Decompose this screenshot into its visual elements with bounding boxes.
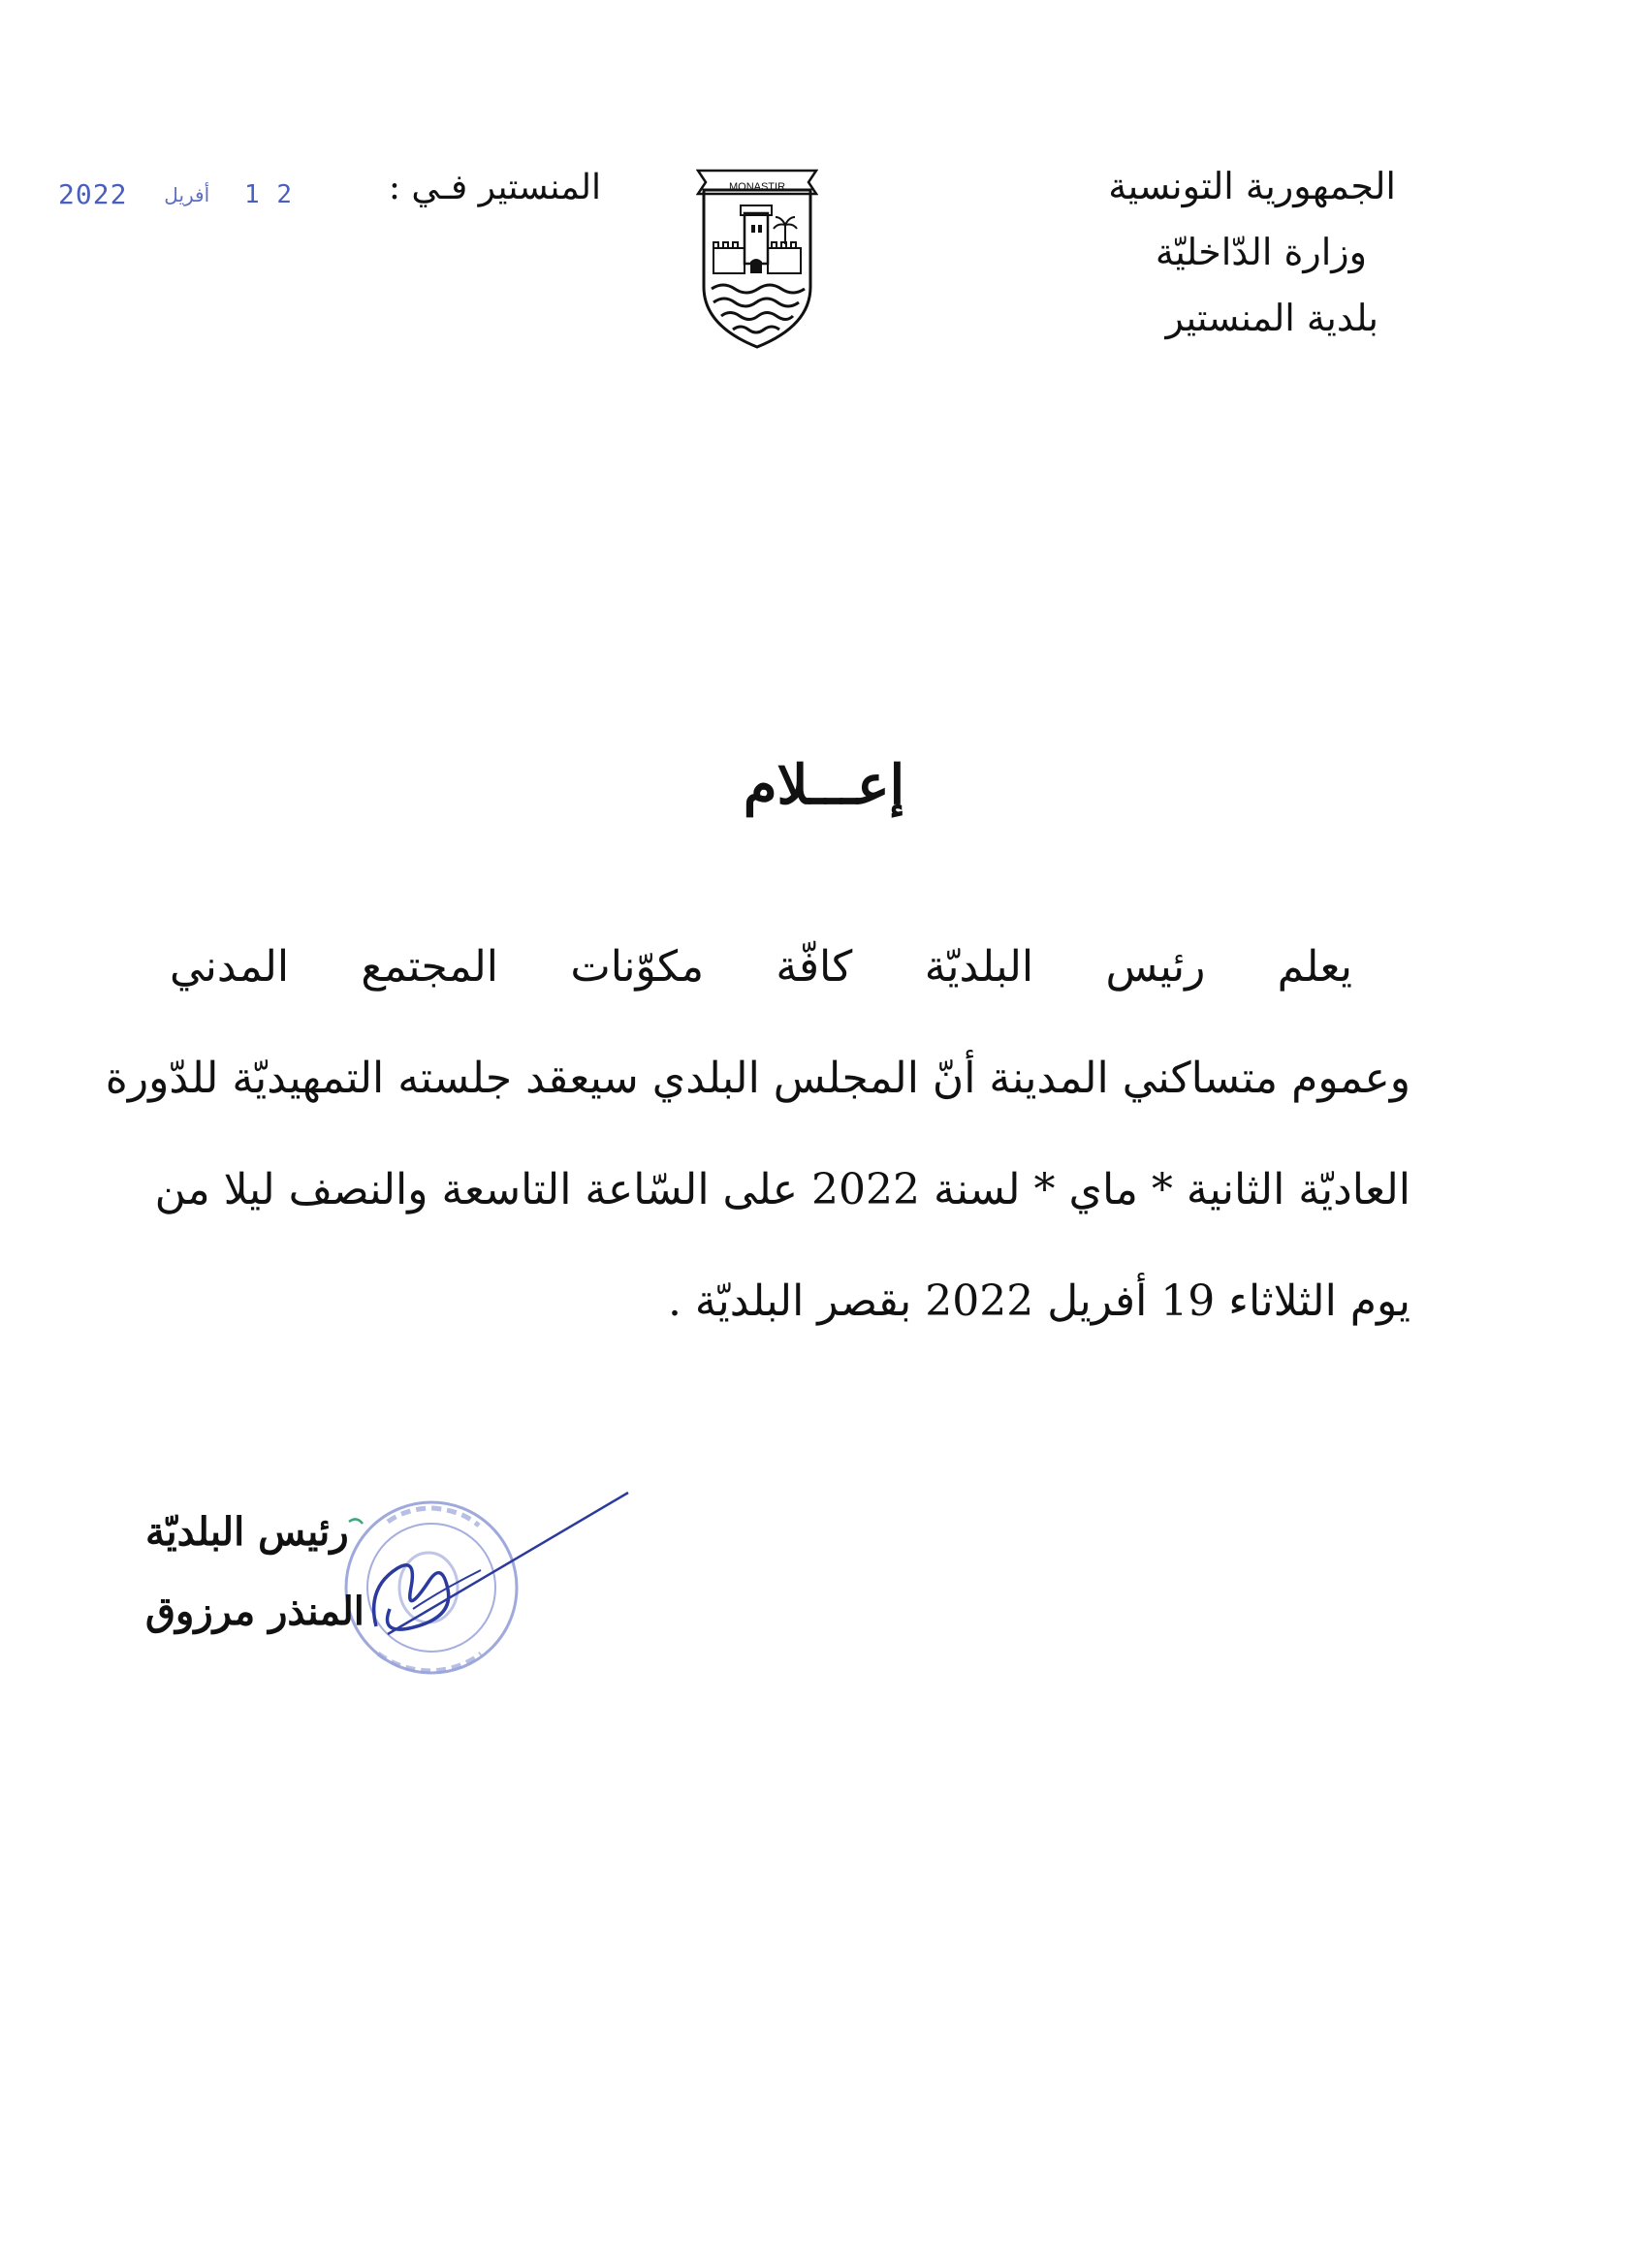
body-line: يوم الثلاثاء 19 أفريل 2022 بقصر البلديّة . <box>667 1276 1410 1326</box>
place-label: المنستير فـي : <box>388 168 601 207</box>
signature-block <box>145 1493 553 1652</box>
body-line: العاديّة الثانية * ماي * لسنة 2022 على السّاعة التاسعة والنصف ليلا من <box>154 1165 1410 1214</box>
date-stamp-day: 1 2 <box>244 180 293 209</box>
signatory-role: رئيس البلديّة <box>145 1509 349 1555</box>
place-and-date <box>58 161 601 219</box>
ministry-name: وزارة الدّاخليّة <box>1155 231 1367 273</box>
announcement-body <box>105 911 1410 1357</box>
country-name: الجمهورية التونسية <box>1108 165 1396 207</box>
municipality-name: بلدية المنستير <box>1165 297 1379 339</box>
document-title: إعـــلام <box>743 753 905 817</box>
emblem-label: MONASTIR <box>728 181 786 193</box>
date-stamp <box>58 173 293 215</box>
date-stamp-month: أفريل <box>164 183 210 206</box>
body-line: يعلم رئيس البلديّة كافّة مكوّنات المجتمع المدني <box>170 942 1352 992</box>
body-line: وعموم متساكني المدينة أنّ المجلس البلدي سيعقد جلسته التمهيديّة للدّورة <box>105 1054 1410 1103</box>
issuing-authority <box>1047 153 1396 351</box>
date-stamp-year: 2022 <box>58 178 128 210</box>
signatory-name: المنذر مرزوق <box>145 1589 364 1634</box>
monastir-emblem-icon <box>696 163 818 357</box>
